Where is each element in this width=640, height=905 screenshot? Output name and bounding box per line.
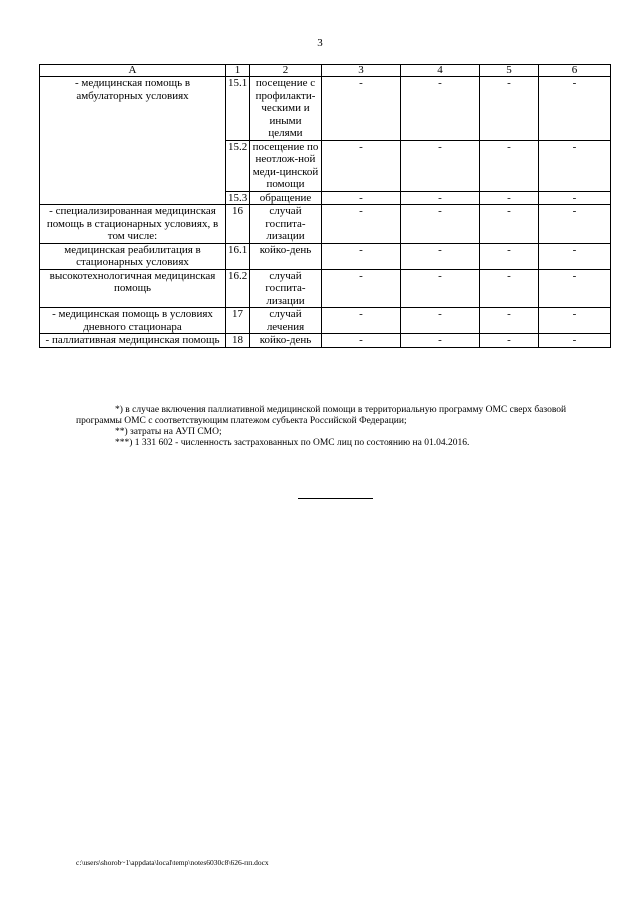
table-row	[40, 269, 611, 308]
unit-cell: случай госпита-лизации	[250, 205, 322, 244]
unit-cell: посещение по неотлож-ной меди-цинской помощи	[250, 140, 322, 191]
file-path-footer: c:\users\shorob~1\appdata\local\temp\notes6030c8\626-пп.docx	[76, 858, 269, 867]
indicator-table	[39, 64, 611, 348]
page-number: 3	[317, 37, 323, 49]
value-cell: -	[539, 308, 611, 334]
value-cell: -	[480, 308, 539, 334]
unit-cell: койко-день	[250, 334, 322, 348]
value-cell: -	[322, 205, 401, 244]
care-type-cell: - медицинская помощь в условиях дневного стационара	[40, 308, 226, 334]
unit-cell: случай госпита-лизации	[250, 269, 322, 308]
header-cell: 2	[250, 65, 322, 77]
header-cell: 5	[480, 65, 539, 77]
row-code-cell: 15.1	[226, 77, 250, 141]
value-cell: -	[401, 205, 480, 244]
row-code-cell: 16.1	[226, 243, 250, 269]
value-cell: -	[539, 243, 611, 269]
value-cell: -	[401, 269, 480, 308]
row-code-cell: 17	[226, 308, 250, 334]
care-type-cell: медицинская реабилитация в стационарных условиях	[40, 243, 226, 269]
value-cell: -	[401, 308, 480, 334]
header-cell: 4	[401, 65, 480, 77]
row-code-cell: 16.2	[226, 269, 250, 308]
table-row	[40, 205, 611, 244]
value-cell: -	[539, 191, 611, 205]
end-separator-line	[298, 498, 373, 499]
value-cell: -	[539, 77, 611, 141]
footnotes	[76, 405, 596, 449]
header-cell: 3	[322, 65, 401, 77]
footnote-palliative: *) в случае включения паллиативной медицинской помощи в территориальную программу ОМС сверх базовой программы ОМС с соответствующим платежом субъекта Российской Федерации;	[76, 405, 567, 426]
value-cell: -	[322, 243, 401, 269]
header-cell: А	[40, 65, 226, 77]
value-cell: -	[480, 243, 539, 269]
row-code-cell: 15.3	[226, 191, 250, 205]
row-code-cell: 18	[226, 334, 250, 348]
value-cell: -	[539, 205, 611, 244]
value-cell: -	[539, 269, 611, 308]
unit-cell: обращение	[250, 191, 322, 205]
table-row	[40, 77, 611, 141]
value-cell: -	[322, 334, 401, 348]
value-cell: -	[480, 334, 539, 348]
value-cell: -	[322, 269, 401, 308]
footnote-insured-count: ***) 1 331 602 - численность застрахованных по ОМС лиц по состоянию на 01.04.2016.	[115, 438, 470, 448]
value-cell: -	[480, 205, 539, 244]
table-header-row	[40, 65, 611, 77]
value-cell: -	[401, 77, 480, 141]
value-cell: -	[480, 77, 539, 141]
value-cell: -	[480, 191, 539, 205]
value-cell: -	[539, 334, 611, 348]
care-type-cell: высокотехнологичная медицинская помощь	[40, 269, 226, 308]
row-code-cell: 16	[226, 205, 250, 244]
header-cell: 6	[539, 65, 611, 77]
table-row	[40, 308, 611, 334]
value-cell: -	[401, 140, 480, 191]
header-cell: 1	[226, 65, 250, 77]
value-cell: -	[539, 140, 611, 191]
care-type-cell: - медицинская помощь в амбулаторных условиях	[40, 77, 226, 205]
value-cell: -	[322, 191, 401, 205]
unit-cell: посещение с профилакти-ческими и иными целями	[250, 77, 322, 141]
unit-cell: койко-день	[250, 243, 322, 269]
footnote-aup-costs: **) затраты на АУП СМО;	[115, 427, 222, 437]
value-cell: -	[401, 191, 480, 205]
value-cell: -	[480, 269, 539, 308]
value-cell: -	[401, 243, 480, 269]
care-type-cell: - паллиативная медицинская помощь	[40, 334, 226, 348]
value-cell: -	[322, 308, 401, 334]
value-cell: -	[480, 140, 539, 191]
table-row	[40, 243, 611, 269]
value-cell: -	[322, 140, 401, 191]
row-code-cell: 15.2	[226, 140, 250, 191]
table-row	[40, 334, 611, 348]
value-cell: -	[401, 334, 480, 348]
care-type-cell: - специализированная медицинская помощь в стационарных условиях, в том числе:	[40, 205, 226, 244]
value-cell: -	[322, 77, 401, 141]
unit-cell: случай лечения	[250, 308, 322, 334]
